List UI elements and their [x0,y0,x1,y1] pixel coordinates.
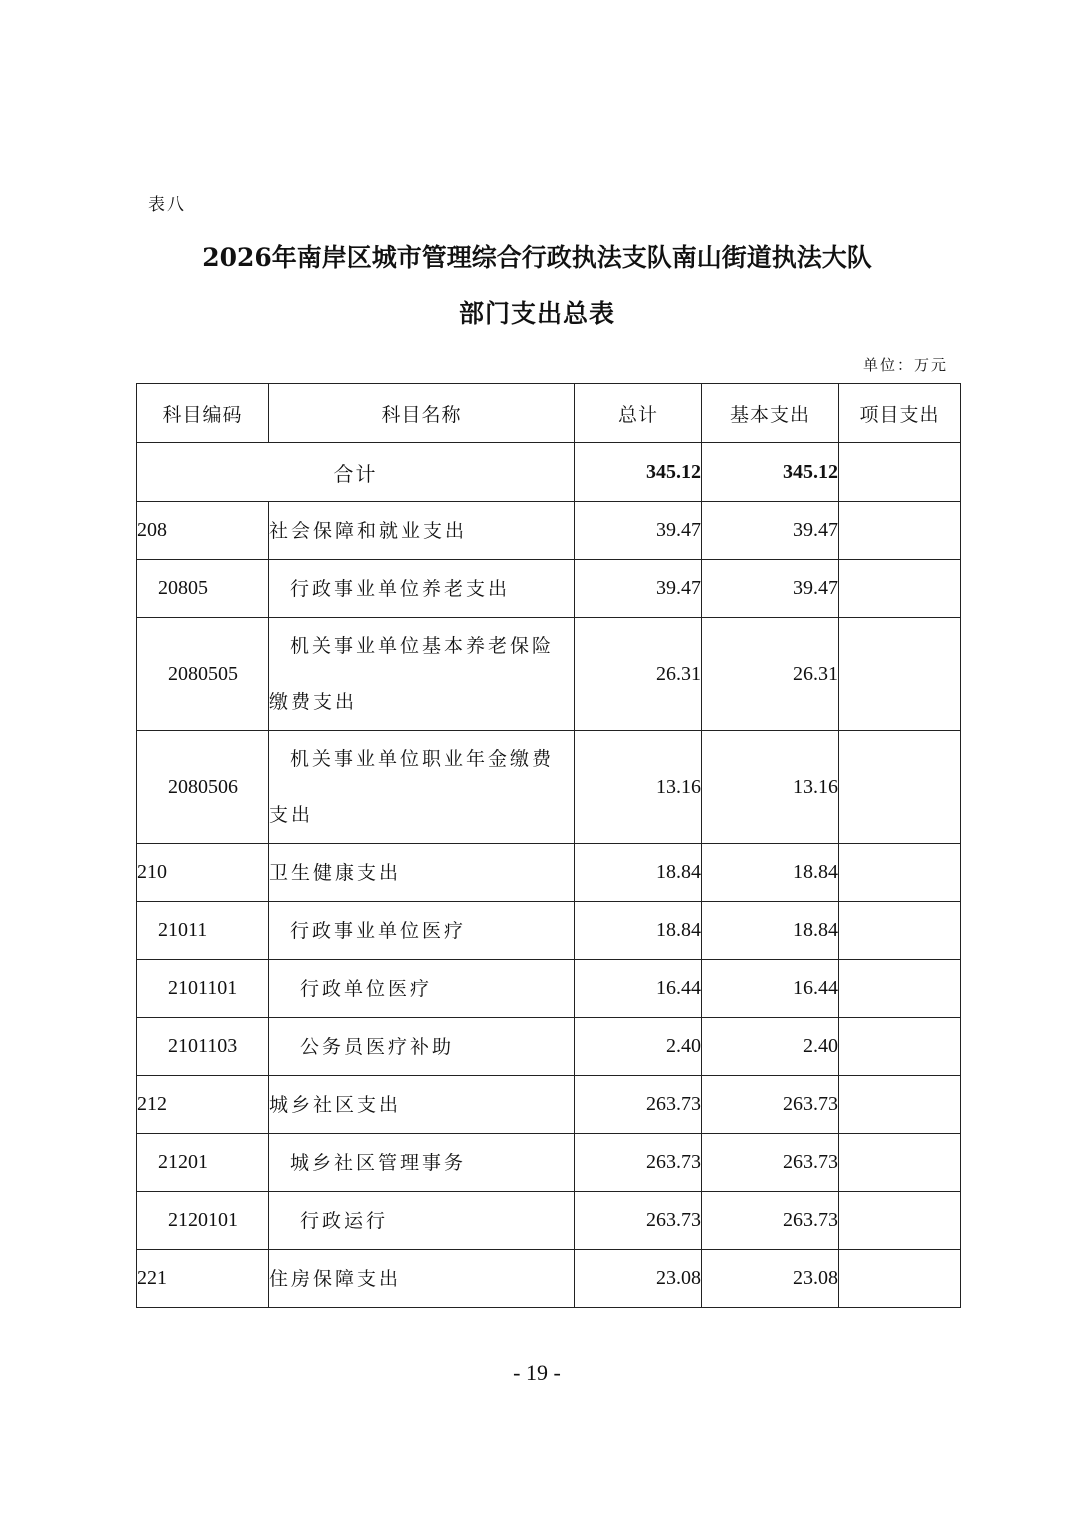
header-project: 项目支出 [839,384,961,443]
row-code: 2080506 [137,731,269,844]
row-total: 263.73 [575,1192,702,1250]
row-name: 行政事业单位养老支出 [269,560,575,618]
row-project [839,960,961,1018]
row-total: 23.08 [575,1250,702,1308]
total-row [137,443,961,502]
row-name: 行政运行 [269,1192,575,1250]
row-project [839,844,961,902]
table-label: 表八 [148,195,186,215]
row-project [839,1134,961,1192]
table-row [137,731,961,844]
row-name: 城乡社区管理事务 [269,1134,575,1192]
table-row [137,1018,961,1076]
row-basic: 16.44 [702,960,839,1018]
row-basic: 39.47 [702,502,839,560]
row-project [839,502,961,560]
table-row [137,560,961,618]
row-code: 212 [137,1076,269,1134]
row-total: 16.44 [575,960,702,1018]
row-code: 21201 [137,1134,269,1192]
row-code: 21011 [137,902,269,960]
row-name: 住房保障支出 [269,1250,575,1308]
table-row [137,618,961,731]
row-basic: 18.84 [702,902,839,960]
row-project [839,1076,961,1134]
row-total: 18.84 [575,902,702,960]
total-value: 345.12 [575,443,702,502]
row-total: 39.47 [575,502,702,560]
row-code: 208 [137,502,269,560]
row-name: 社会保障和就业支出 [269,502,575,560]
row-basic: 13.16 [702,731,839,844]
header-code: 科目编码 [137,384,269,443]
table-row [137,844,961,902]
total-label: 合计 [137,443,575,502]
row-basic: 263.73 [702,1076,839,1134]
table-row [137,960,961,1018]
row-total: 39.47 [575,560,702,618]
unit-label: 单位：万元 [862,356,948,374]
page-number: - 19 - [513,1360,561,1385]
header-row [137,384,961,443]
row-name: 行政单位医疗 [269,960,575,1018]
table-row [137,502,961,560]
header-basic: 基本支出 [702,384,839,443]
row-code: 2120101 [137,1192,269,1250]
row-basic: 23.08 [702,1250,839,1308]
row-code: 210 [137,844,269,902]
row-total: 263.73 [575,1076,702,1134]
row-name: 机关事业单位职业年金缴费支出 [269,731,575,844]
row-basic: 39.47 [702,560,839,618]
table-row [137,1134,961,1192]
row-basic: 2.40 [702,1018,839,1076]
row-basic: 263.73 [702,1192,839,1250]
row-project [839,1250,961,1308]
total-basic: 345.12 [702,443,839,502]
row-code: 221 [137,1250,269,1308]
header-total: 总计 [575,384,702,443]
row-total: 13.16 [575,731,702,844]
table-row [137,902,961,960]
row-code: 2101101 [137,960,269,1018]
table-row [137,1250,961,1308]
row-total: 18.84 [575,844,702,902]
row-project [839,560,961,618]
row-project [839,618,961,731]
table-row [137,1192,961,1250]
page-title: 2026年南岸区城市管理综合行政执法支队南山街道执法大队 [202,243,872,272]
row-basic: 26.31 [702,618,839,731]
table-row [137,1076,961,1134]
row-name: 机关事业单位基本养老保险缴费支出 [269,618,575,731]
row-total: 26.31 [575,618,702,731]
row-name: 城乡社区支出 [269,1076,575,1134]
row-project [839,1018,961,1076]
row-code: 2080505 [137,618,269,731]
row-total: 263.73 [575,1134,702,1192]
page-subtitle: 部门支出总表 [458,299,615,328]
header-name: 科目名称 [269,384,575,443]
row-project [839,902,961,960]
row-basic: 18.84 [702,844,839,902]
row-basic: 263.73 [702,1134,839,1192]
row-code: 20805 [137,560,269,618]
row-name: 卫生健康支出 [269,844,575,902]
row-code: 2101103 [137,1018,269,1076]
total-project [839,443,961,502]
row-project [839,731,961,844]
row-project [839,1192,961,1250]
expenditure-table [136,383,961,1308]
row-name: 行政事业单位医疗 [269,902,575,960]
row-total: 2.40 [575,1018,702,1076]
row-name: 公务员医疗补助 [269,1018,575,1076]
